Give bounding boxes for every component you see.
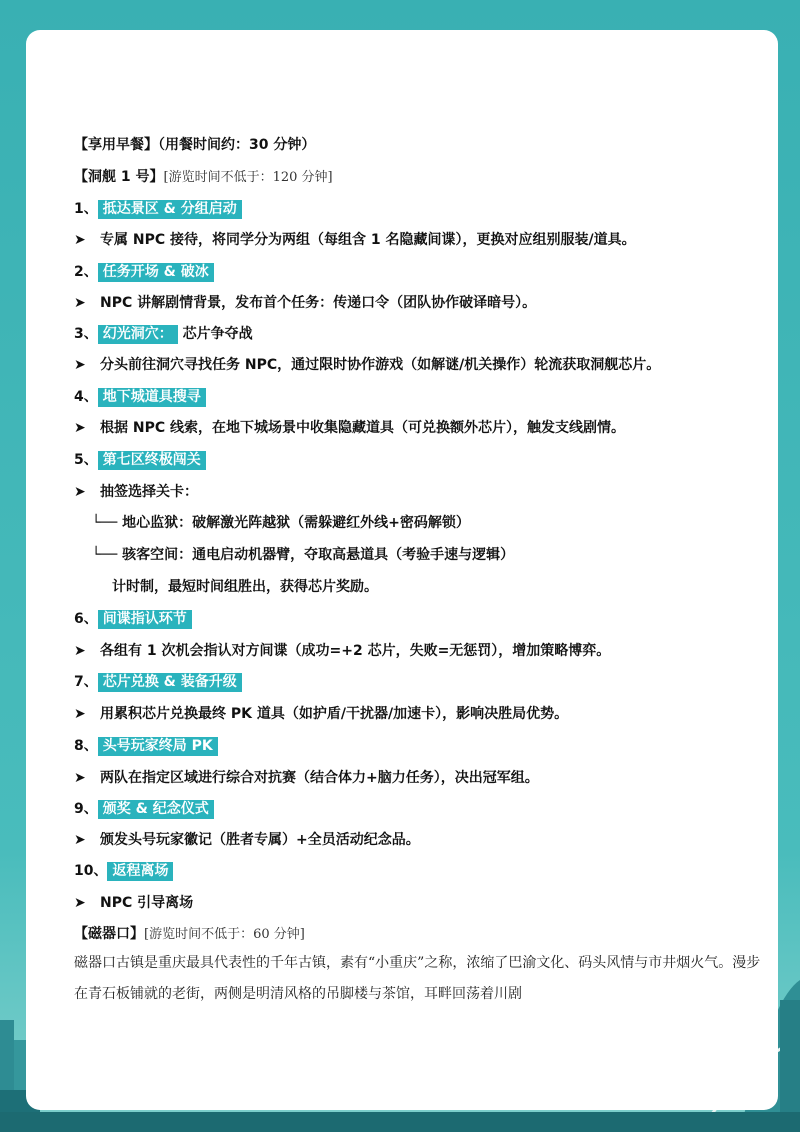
ciqikou-description: 磁器口古镇是重庆最具代表性的千年古镇，素有“小重庆”之称，浓缩了巴渝文化、码头风情与市井烟火气。漫步在青石板铺就的老街，两侧是明清风格的吊脚楼与茶馆，耳畔回荡着川剧 [74, 955, 761, 1002]
arrow-icon: ➤ [74, 420, 86, 436]
step-title: 任务开场 & 破冰 [98, 263, 214, 282]
step-9-bullet [74, 829, 420, 849]
arrow-icon: ➤ [74, 232, 86, 248]
ciqikou-note: [游览时间不低于：60 分钟] [144, 927, 305, 942]
cave-label: 【洞舰 1 号】 [74, 169, 164, 185]
sub-item-prison: └── 地心监狱：破解激光阵越狱（需躲避红外线+密码解锁） [92, 515, 470, 531]
step-8-bullet [74, 767, 539, 787]
bullet-text: 抽签选择关卡： [100, 484, 198, 500]
step-10-heading [74, 860, 173, 880]
step-2-bullet [74, 292, 536, 312]
step-number: 8、 [74, 738, 98, 754]
step-number: 9、 [74, 801, 98, 817]
ciqikou-label: 【磁器口】 [74, 926, 144, 942]
step-title: 头号玩家终局 PK [98, 737, 218, 756]
document-page [26, 30, 778, 1110]
cave-note: [游览时间不低于：120 分钟] [163, 170, 333, 185]
bullet-text: 各组有 1 次机会指认对方间谍（成功=+2 芯片，失败=无惩罚），增加策略博弈。 [100, 643, 611, 659]
step-number: 4、 [74, 389, 98, 405]
ciqikou-heading [74, 923, 305, 943]
step-6-bullet [74, 640, 610, 660]
sub-item-hacker-space: └── 骇客空间：通电启动机器臂，夺取高悬道具（考验手速与逻辑） [92, 547, 515, 563]
step-number: 7、 [74, 674, 98, 690]
step-title: 第七区终极闯关 [98, 451, 206, 470]
step-7-heading [74, 671, 242, 691]
bullet-text: NPC 讲解剧情背景，发布首个任务：传递口令（团队协作破译暗号）。 [100, 295, 537, 311]
step-number: 5、 [74, 452, 98, 468]
step-title: 返程离场 [107, 862, 173, 881]
bullet-text: 根据 NPC 线索，在地下城场景中收集隐藏道具（可兑换额外芯片），触发支线剧情。 [100, 420, 625, 436]
bullet-text: 用累积芯片兑换最终 PK 道具（如护盾/干扰器/加速卡），影响决胜局优势。 [100, 706, 569, 722]
step-4-bullet [74, 417, 625, 437]
arrow-icon: ➤ [74, 643, 86, 659]
bullet-text: 专属 NPC 接待，将同学分为两组（每组含 1 名隐藏间谍），更换对应组别服装/道具。 [100, 232, 636, 248]
step-number: 6、 [74, 611, 98, 627]
breakfast-note: （用餐时间约：30 分钟） [158, 137, 316, 153]
step-4-heading [74, 386, 206, 406]
step-title: 幻光洞穴： [98, 325, 178, 344]
bullet-text: 两队在指定区域进行综合对抗赛（结合体力+脑力任务），决出冠军组。 [100, 770, 539, 786]
bullet-text: 分头前往洞穴寻找任务 NPC，通过限时协作游戏（如解谜/机关操作）轮流获取洞舰芯片。 [100, 357, 661, 373]
step-number: 1、 [74, 201, 98, 217]
breakfast-label: 【享用早餐】 [74, 137, 158, 153]
step-5-heading [74, 449, 206, 469]
step-1-heading [74, 198, 242, 218]
step-2-heading [74, 261, 214, 281]
breakfast-heading [74, 134, 315, 154]
arrow-icon: ➤ [74, 770, 86, 786]
arrow-icon: ➤ [74, 484, 86, 500]
step-number: 3、 [74, 326, 98, 342]
arrow-icon: ➤ [74, 295, 86, 311]
arrow-icon: ➤ [74, 357, 86, 373]
step-3-heading [74, 323, 253, 343]
step-title: 芯片兑换 & 装备升级 [98, 673, 242, 692]
cave-heading [74, 166, 333, 186]
step-title: 抵达景区 & 分组启动 [98, 200, 242, 219]
step-number: 2、 [74, 264, 98, 280]
step-suffix: 芯片争夺战 [182, 326, 253, 342]
arrow-icon: ➤ [74, 832, 86, 848]
step-3-bullet [74, 354, 660, 374]
bullet-text: NPC 引导离场 [100, 895, 194, 911]
step-5-bullet [74, 481, 198, 501]
timer-note: 计时制，最短时间组胜出，获得芯片奖励。 [112, 579, 378, 595]
arrow-icon: ➤ [74, 895, 86, 911]
step-7-bullet [74, 703, 568, 723]
step-title: 颁奖 & 纪念仪式 [98, 800, 214, 819]
arrow-icon: ➤ [74, 706, 86, 722]
step-8-heading [74, 735, 218, 755]
step-number: 10、 [74, 863, 108, 879]
step-title: 地下城道具搜寻 [98, 388, 206, 407]
step-title: 间谍指认环节 [98, 610, 192, 629]
step-6-heading [74, 608, 192, 628]
step-1-bullet [74, 229, 636, 249]
bullet-text: 颁发头号玩家徽记（胜者专属）+全员活动纪念品。 [100, 832, 420, 848]
step-10-bullet [74, 892, 193, 912]
step-9-heading [74, 798, 214, 818]
